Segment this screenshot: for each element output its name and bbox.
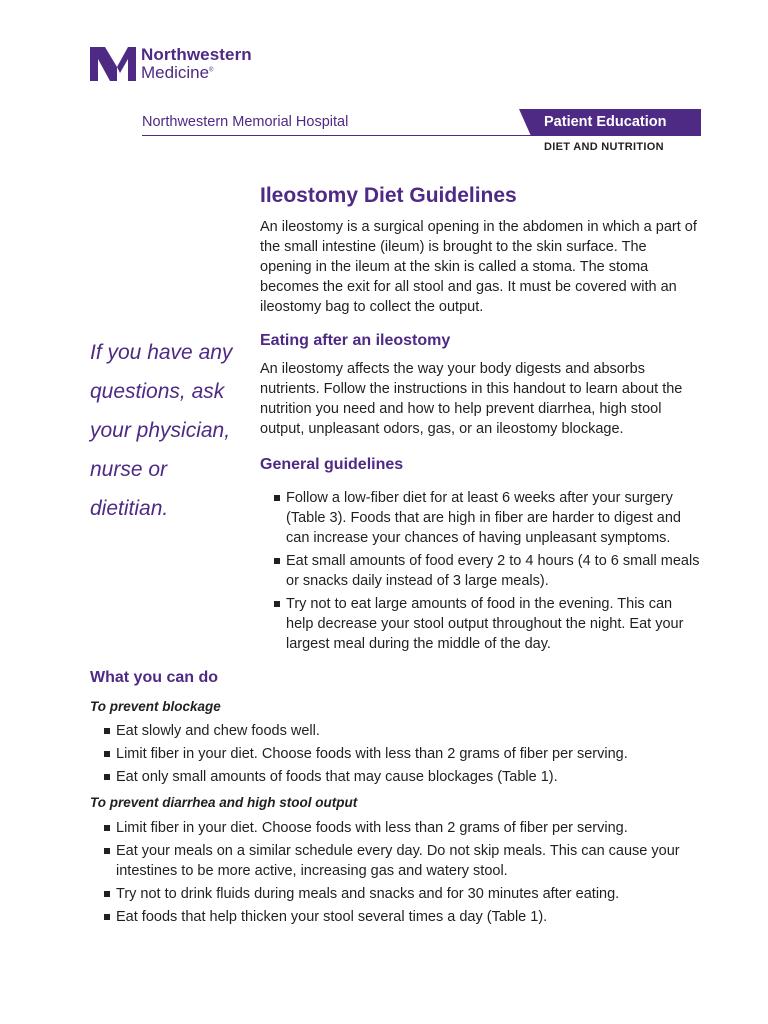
list-item: Eat small amounts of food every 2 to 4 hours (4 to 6 small meals or snacks daily instead of 3 large meals). (273, 551, 703, 591)
bullet-icon (104, 774, 110, 780)
bullet-icon (274, 558, 280, 564)
page-title: Ileostomy Diet Guidelines (260, 184, 517, 207)
bullet-icon (104, 825, 110, 831)
eating-heading: Eating after an ileostomy (260, 332, 451, 349)
bullet-icon (104, 914, 110, 920)
bullet-icon (274, 601, 280, 607)
diarrhea-list (103, 818, 695, 930)
blockage-subheading: To prevent blockage (90, 699, 221, 714)
list-item: Eat your meals on a similar schedule every day. Do not skip meals. This can cause your intestines to be more active, increasing gas and watery stool. (103, 841, 695, 881)
list-item: Eat only small amounts of foods that may cause blockages (Table 1). (103, 767, 703, 787)
patient-education-label: Patient Education (544, 114, 667, 130)
general-list (273, 488, 703, 657)
list-item: Try not to eat large amounts of food in the evening. This can help decrease your stool output throughout the night. Eat your largest meal during the middle of the day. (273, 594, 703, 654)
what-heading: What you can do (90, 669, 218, 686)
list-item: Limit fiber in your diet. Choose foods with less than 2 grams of fiber per serving. (103, 744, 703, 764)
bullet-icon (274, 495, 280, 501)
diarrhea-subheading: To prevent diarrhea and high stool output (90, 795, 358, 810)
blockage-list (103, 721, 703, 790)
northwestern-medicine-logo (90, 46, 252, 81)
general-heading: General guidelines (260, 456, 404, 473)
contact-callout: If you have any questions, ask your physician, nurse or dietitian. (90, 341, 233, 520)
intro-paragraph: An ileostomy is a surgical opening in the abdomen in which a part of the small intestine (ileum) is brought to the skin surface. The opening in the ileum at the skin is called a stoma. The stoma becomes the exit for all stool and gas. It must be covered with an ileostomy bag to collect the output. (260, 219, 697, 315)
bullet-icon (104, 848, 110, 854)
list-item: Eat slowly and chew foods well. (103, 721, 703, 741)
bullet-icon (104, 891, 110, 897)
nm-logo-mark-icon (90, 47, 136, 81)
category-label: DIET AND NUTRITION (544, 141, 664, 153)
list-item: Try not to drink fluids during meals and snacks and for 30 minutes after eating. (103, 884, 695, 904)
eating-paragraph: An ileostomy affects the way your body digests and absorbs nutrients. Follow the instructions in this handout to learn about the nutrition you need and how to help prevent diarrhea, high stool output, unpleasant odors, gas, or an ileostomy blockage. (260, 361, 683, 437)
bullet-icon (104, 728, 110, 734)
list-item: Limit fiber in your diet. Choose foods with less than 2 grams of fiber per serving. (103, 818, 695, 838)
bullet-icon (104, 751, 110, 757)
hospital-name: Northwestern Memorial Hospital (142, 114, 349, 130)
logo-sub: Medicine® (141, 63, 214, 82)
logo-name: Northwestern (141, 45, 252, 64)
list-item: Eat foods that help thicken your stool several times a day (Table 1). (103, 907, 695, 927)
list-item: Follow a low-fiber diet for at least 6 weeks after your surgery (Table 3). Foods that are high in fiber are harder to digest and can increase your chances of having unpleasant symptoms. (273, 488, 703, 548)
